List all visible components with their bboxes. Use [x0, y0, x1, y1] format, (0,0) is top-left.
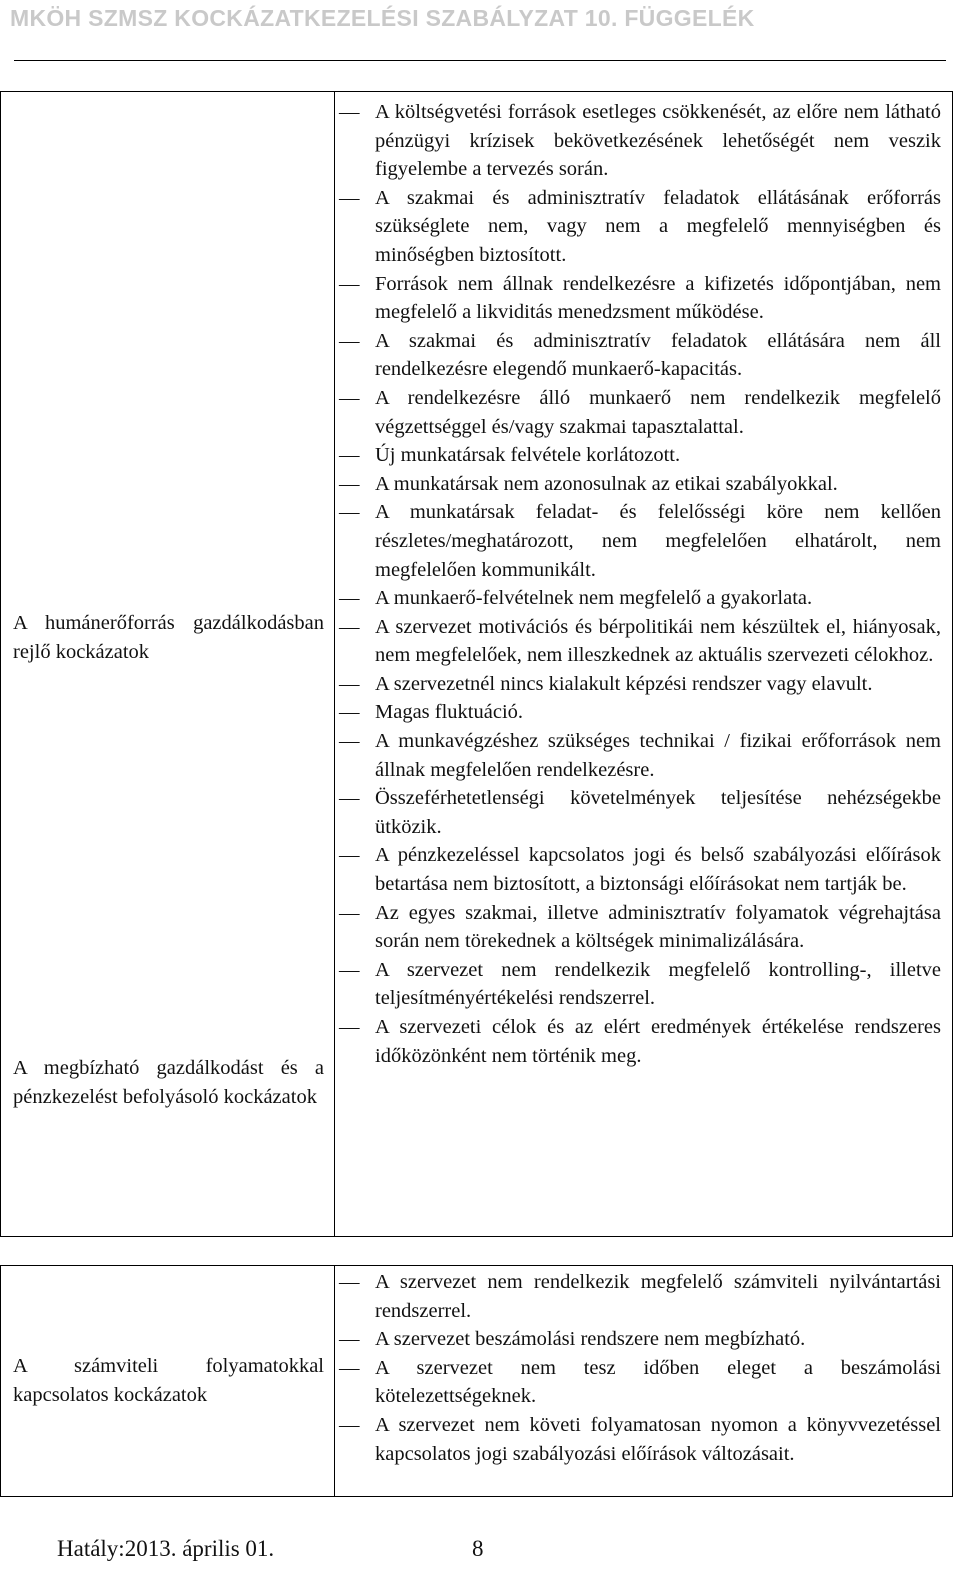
risk-item: [335, 1013, 952, 1070]
risk-item-text: A szervezet nem követi folyamatosan nyomon a könyvvezetéssel kapcsolatos jogi szabályozási előírások változásait.: [375, 1413, 941, 1465]
dash-bullet-icon: —: [339, 958, 360, 981]
dash-bullet-icon: —: [339, 186, 360, 209]
risk-item: [335, 384, 952, 441]
risk-item-text: A munkavégzéshez szükséges technikai / fizikai erőforrások nem állnak megfelelően rendelkezésre.: [375, 730, 941, 781]
risk-item: [335, 784, 952, 841]
dash-bullet-icon: —: [339, 472, 360, 495]
risk-item-text: A munkaerő-felvételnek nem megfelelő a gyakorlata.: [375, 587, 813, 610]
risk-item-text: Források nem állnak rendelkezésre a kifizetés időpontjában, nem megfelelő a likviditás menedzsment működése.: [375, 272, 941, 324]
risk-item: [335, 584, 952, 613]
risk-item: [335, 327, 952, 384]
dash-bullet-icon: —: [339, 844, 360, 867]
risk-item-text: Magas fluktuáció.: [375, 701, 524, 724]
risk-item: [335, 727, 952, 784]
category-column: [1, 92, 335, 1236]
risk-item-text: A szervezet nem rendelkezik megfelelő kontrolling-, illetve teljesítményértékelési rendszerrel.: [375, 958, 941, 1010]
dash-bullet-icon: —: [339, 444, 360, 467]
risk-list: [335, 1268, 952, 1468]
risk-item: [335, 270, 952, 327]
dash-bullet-icon: —: [339, 615, 360, 638]
dash-bullet-icon: —: [339, 1356, 360, 1379]
dash-bullet-icon: —: [339, 672, 360, 695]
risk-item: [335, 670, 952, 699]
risk-item-text: A rendelkezésre álló munkaerő nem rendelkezik megfelelő végzettséggel és/vagy szakmai tapasztalattal.: [375, 386, 941, 438]
dash-bullet-icon: —: [339, 730, 360, 753]
risk-item-text: A szervezet beszámolási rendszere nem megbízható.: [375, 1328, 806, 1351]
dash-bullet-icon: —: [339, 101, 360, 123]
risk-item: [335, 470, 952, 499]
document-header-title: MKÖH SZMSZ KOCKÁZATKEZELÉSI SZABÁLYZAT 10. FÜGGELÉK: [10, 5, 755, 31]
risk-item-text: Új munkatársak felvétele korlátozott.: [375, 444, 681, 467]
dash-bullet-icon: —: [339, 1328, 360, 1351]
dash-bullet-icon: —: [339, 787, 360, 810]
dash-bullet-icon: —: [339, 587, 360, 610]
risk-item: [335, 841, 952, 898]
risk-item-text: Az egyes szakmai, illetve adminisztratív folyamatok végrehajtása során nem törekednek a költségek minimalizálására.: [375, 901, 941, 953]
dash-bullet-icon: —: [339, 386, 360, 409]
risk-table-2: [0, 1265, 953, 1497]
dash-bullet-icon: —: [339, 701, 360, 724]
risk-item: [335, 1325, 952, 1354]
page-number: 8: [472, 1536, 484, 1561]
effective-date: Hatály:2013. április 01.: [57, 1536, 275, 1561]
dash-bullet-icon: —: [339, 1016, 360, 1038]
dash-bullet-icon: —: [339, 1413, 360, 1436]
risk-item: [335, 98, 952, 184]
category-cell-human-resources: A humánerőforrás gazdálkodásban rejlő kockázatok: [13, 612, 324, 663]
dash-bullet-icon: —: [339, 1271, 360, 1293]
category-column: [1, 1266, 335, 1496]
risk-item-text: A szervezet nem tesz időben eleget a beszámolási kötelezettségeknek.: [375, 1356, 941, 1408]
dash-bullet-icon: —: [339, 272, 360, 295]
risk-item: [335, 184, 952, 270]
risk-item: [335, 441, 952, 470]
dash-bullet-icon: —: [339, 501, 360, 524]
risk-item-text: A munkatársak nem azonosulnak az etikai szabályokkal.: [375, 472, 838, 495]
risk-list-column: [335, 1266, 952, 1496]
risk-item: [335, 956, 952, 1013]
risk-item: [335, 498, 952, 584]
risk-item-text: Összeférhetetlenségi követelmények teljesítése nehézségekbe ütközik.: [375, 787, 941, 838]
risk-list-column: [335, 92, 952, 1236]
risk-item-text: A szakmai és adminisztratív feladatok ellátásának erőforrás szükséglete nem, vagy nem a megfelelő mennyiségben és minőségben biztosított.: [375, 186, 941, 266]
dash-bullet-icon: —: [339, 329, 360, 352]
risk-item-text: A szervezeti célok és az elért eredmények értékelése rendszeres időközönként nem történik meg.: [375, 1016, 941, 1067]
risk-item-text: A költségvetési források esetleges csökkenését, az előre nem látható pénzügyi krízisek bekövetkezésének lehetőségét nem veszik figyelembe a tervezés során.: [375, 101, 941, 181]
risk-list: [335, 98, 952, 1070]
risk-item: [335, 1268, 952, 1325]
category-cell-financial-management: A megbízható gazdálkodást és a pénzkezelést befolyásoló kockázatok: [13, 1057, 324, 1108]
dash-bullet-icon: —: [339, 901, 360, 924]
header-rule: [14, 60, 946, 61]
risk-item: [335, 698, 952, 727]
risk-item: [335, 1354, 952, 1411]
category-cell-accounting: A számviteli folyamatokkal kapcsolatos kockázatok: [13, 1355, 324, 1406]
risk-table-1: [0, 91, 953, 1237]
risk-item: [335, 1411, 952, 1468]
risk-item-text: A szervezet motivációs és bérpolitikái nem készültek el, hiányosak, nem megfelelőek, nem illeszkednek az aktuális szervezeti célokhoz.: [375, 615, 941, 667]
risk-item: [335, 613, 952, 670]
risk-item-text: A szakmai és adminisztratív feladatok ellátására nem áll rendelkezésre elegendő munkaerő-kapacitás.: [375, 329, 941, 381]
risk-item-text: A pénzkezeléssel kapcsolatos jogi és belső szabályozási előírások betartása nem biztosított, a biztonsági előírásokat nem tartják be.: [375, 844, 941, 896]
risk-item: [335, 899, 952, 956]
risk-item-text: A szervezetnél nincs kialakult képzési rendszer vagy elavult.: [375, 672, 873, 695]
risk-item-text: A munkatársak feladat- és felelősségi köre nem kellően részletes/meghatározott, nem megfelelően elhatárolt, nem megfelelően kommunikált.: [375, 501, 941, 581]
risk-item-text: A szervezet nem rendelkezik megfelelő számviteli nyilvántartási rendszerrel.: [375, 1271, 941, 1322]
